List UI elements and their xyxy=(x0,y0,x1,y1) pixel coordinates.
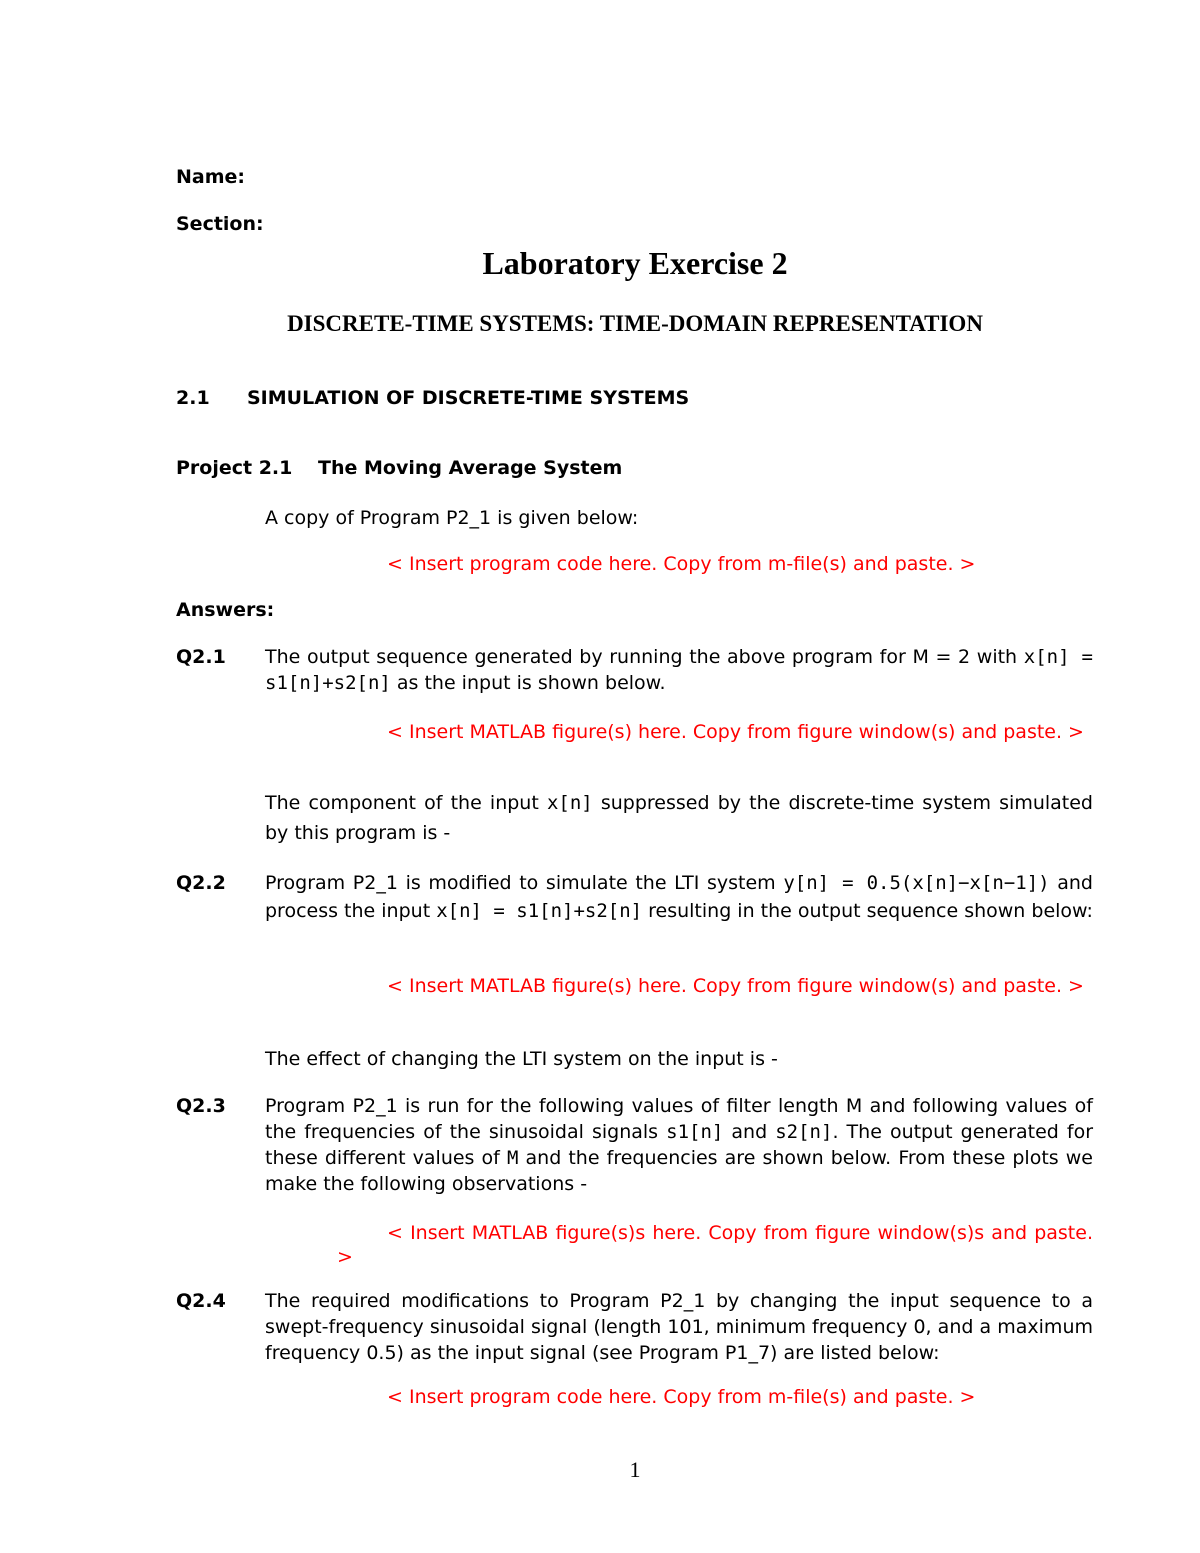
question-text-q2-2: Program P2_1 is modified to simulate the LTI system y[n] = 0.5(x[n]−x[n−1]) and process the input x[n] = s1[n]+s2[n] resulting in the output sequence shown below: xyxy=(265,872,1093,922)
page-subtitle: DISCRETE-TIME SYSTEMS: TIME-DOMAIN REPRESENTATION xyxy=(287,311,983,336)
project-intro: A copy of Program P2_1 is given below: xyxy=(265,507,639,529)
insert-code-placeholder-q2-4: < Insert program code here. Copy from m-file(s) and paste. > xyxy=(387,1386,976,1408)
question-text-q2-4: The required modifications to Program P2_1 by changing the input sequence to a swept-frequency sinusoidal signal (length 101, minimum frequency 0, and a maximum frequency 0.5) as the input signal (see Program P1_7) are listed below: xyxy=(265,1290,1093,1364)
insert-figure-placeholder-q2-1: < Insert MATLAB figure(s) here. Copy from figure window(s) and paste. > xyxy=(387,721,1084,743)
question-label-q2-2: Q2.2 xyxy=(176,872,226,894)
project-label: Project 2.1 xyxy=(176,457,293,479)
insert-figure-placeholder-q2-3: < Insert MATLAB figure(s)s here. Copy from figure window(s)s and paste. > xyxy=(337,1222,1093,1268)
answers-label: Answers: xyxy=(176,599,275,621)
section-number: 2.1 xyxy=(176,387,210,409)
question-label-q2-4: Q2.4 xyxy=(176,1290,226,1312)
question-text-q2-3: Program P2_1 is run for the following values of filter length M and following values of the frequencies of the sinusoidal signals s1[n] and s2[n]. The output generated for these different values of M and the frequencies are shown below. From these plots we make the following observations - xyxy=(265,1095,1094,1195)
question-text-q2-1: The output sequence generated by running the above program for M = 2 with x[n] = s1[n]+s2[n] as the input is shown below. xyxy=(265,646,1093,694)
insert-code-placeholder: < Insert program code here. Copy from m-file(s) and paste. > xyxy=(387,553,976,575)
section-heading: SIMULATION OF DISCRETE-TIME SYSTEMS xyxy=(247,387,690,409)
question-label-q2-1: Q2.1 xyxy=(176,646,226,668)
project-title: The Moving Average System xyxy=(318,457,623,479)
page-number: 1 xyxy=(629,1457,641,1482)
question-label-q2-3: Q2.3 xyxy=(176,1095,226,1117)
page-title: Laboratory Exercise 2 xyxy=(482,245,788,281)
answer-prompt-q2-1: The component of the input x[n] suppressed by the discrete-time system simulated by this program is - xyxy=(265,792,1093,844)
name-label: Name: xyxy=(176,166,246,188)
section-label: Section: xyxy=(176,213,264,235)
answer-prompt-q2-2: The effect of changing the LTI system on the input is - xyxy=(265,1048,778,1070)
insert-figure-placeholder-q2-2: < Insert MATLAB figure(s) here. Copy from figure window(s) and paste. > xyxy=(387,975,1084,997)
